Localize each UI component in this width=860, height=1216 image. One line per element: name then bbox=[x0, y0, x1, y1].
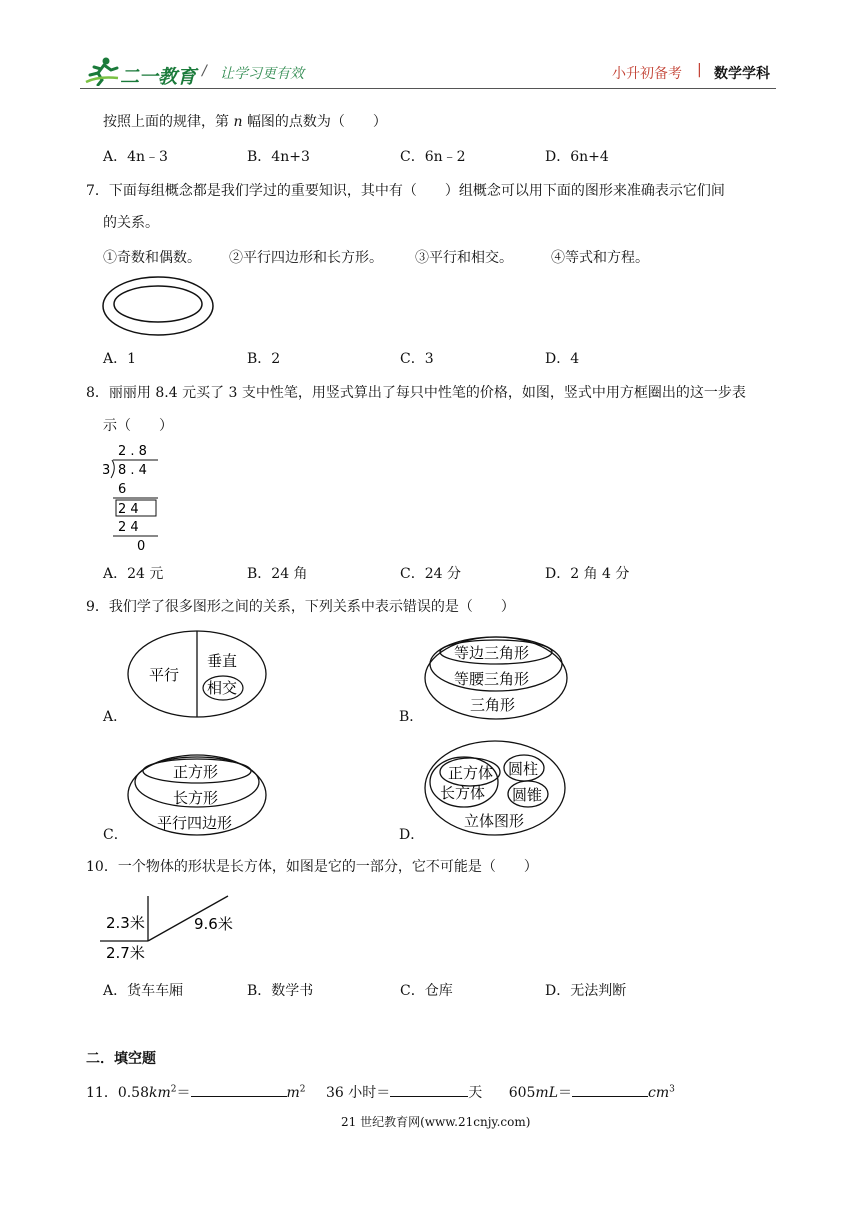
q7-stem-line2: 的关系。 bbox=[103, 215, 159, 231]
q10-option-d[interactable]: D．无法判断 bbox=[545, 983, 627, 999]
logo-runner-icon bbox=[84, 56, 120, 86]
q10-option-c[interactable]: C．仓库 bbox=[400, 983, 453, 999]
q9-c-middle: 长方形 bbox=[173, 789, 219, 807]
header-exam-label: 小升初备考 bbox=[612, 66, 682, 82]
q9-option-b-label[interactable]: B． bbox=[399, 709, 424, 725]
q9-diagram-d bbox=[422, 738, 568, 838]
q7-option-d[interactable]: D．4 bbox=[545, 351, 580, 367]
q8-option-c[interactable]: C．24 分 bbox=[400, 566, 461, 582]
q6-stem-text: 按照上面的规律，第 bbox=[103, 114, 229, 130]
section-title-fill-in: 二．填空题 bbox=[86, 1051, 156, 1067]
q9-d-inner1: 正方体 bbox=[448, 764, 494, 782]
q11-eq3: ＝ bbox=[558, 1085, 572, 1101]
q9-option-a-label[interactable]: A． bbox=[103, 709, 128, 725]
q10-height-label: 2.3米 bbox=[106, 914, 145, 932]
q11-eq1: ＝ bbox=[176, 1085, 191, 1101]
q9-b-middle: 等腰三角形 bbox=[454, 670, 530, 688]
q9-stem: 9．我们学了很多图形之间的关系，下列关系中表示错误的是（ ） bbox=[86, 599, 515, 615]
q6-var: n bbox=[233, 114, 243, 130]
q11-number: 11．0.58 bbox=[86, 1085, 149, 1101]
q8-step1: 6 bbox=[118, 482, 127, 497]
q6-option-c[interactable]: C．6n﹣2 bbox=[400, 149, 466, 165]
q6-stem-end: 幅图的点数为（ ） bbox=[246, 114, 387, 130]
logo-text: 二一教育 bbox=[120, 66, 197, 88]
q7-item-2: ②平行四边形和长方形。 bbox=[229, 250, 383, 266]
q10-option-a[interactable]: A．货车车厢 bbox=[103, 983, 184, 999]
q8-option-a[interactable]: A．24 元 bbox=[103, 566, 164, 582]
q9-d-small2: 圆锥 bbox=[512, 786, 543, 804]
q9-c-inner: 正方形 bbox=[173, 763, 219, 781]
q6-option-d[interactable]: D．6n+4 bbox=[545, 149, 609, 165]
q9-option-c-label[interactable]: C． bbox=[103, 827, 128, 843]
q8-quotient: 2 . 8 bbox=[118, 444, 147, 459]
q7-item-3: ③平行和相交。 bbox=[415, 250, 513, 266]
slogan-slash: / bbox=[202, 63, 207, 79]
q6-stem bbox=[103, 111, 387, 131]
q8-dividend: 8 . 4 bbox=[118, 463, 147, 478]
q8-remainder: 0 bbox=[137, 539, 146, 554]
header-separator: | bbox=[697, 62, 702, 78]
q9-diagram-c bbox=[125, 752, 269, 838]
q9-diagram-a bbox=[125, 628, 269, 720]
q9-d-small1: 圆柱 bbox=[508, 760, 539, 778]
q7-stem-line1: 7．下面每组概念都是我们学过的重要知识，其中有（ ）组概念可以用下面的图形来准确表示它们间 bbox=[86, 183, 725, 199]
q8-option-d[interactable]: D．2 角 4 分 bbox=[545, 566, 630, 582]
q11-sup2: 2 bbox=[299, 1084, 306, 1095]
q7-inner-ellipse bbox=[114, 286, 202, 322]
q7-option-c[interactable]: C．3 bbox=[400, 351, 434, 367]
slogan: 让学习更有效 bbox=[220, 66, 304, 82]
q11-blank-3[interactable] bbox=[572, 1082, 648, 1097]
q11-unit-ml: mL bbox=[535, 1085, 558, 1101]
q11-unit-cm: cm bbox=[648, 1085, 670, 1101]
q11-blank-2[interactable] bbox=[390, 1082, 468, 1097]
header-divider bbox=[80, 88, 776, 89]
q8-step3: 2 4 bbox=[118, 520, 139, 535]
q6-option-a[interactable]: A．4n﹣3 bbox=[103, 149, 168, 165]
q9-a-left: 平行 bbox=[149, 666, 180, 684]
q10-width-label: 2.7米 bbox=[106, 944, 145, 962]
q9-diagram-b bbox=[422, 634, 570, 722]
q10-option-b[interactable]: B．数学书 bbox=[247, 983, 314, 999]
q7-option-a[interactable]: A．1 bbox=[103, 351, 137, 367]
q7-nested-ellipse-diagram bbox=[100, 274, 216, 338]
q11-sup5: 3 bbox=[669, 1084, 675, 1095]
q9-b-inner: 等边三角形 bbox=[454, 644, 530, 662]
q10-length-label: 9.6米 bbox=[194, 915, 233, 933]
q7-option-b[interactable]: B．2 bbox=[247, 351, 281, 367]
q9-a-right-inner: 相交 bbox=[207, 679, 238, 697]
q7-item-4: ④等式和方程。 bbox=[551, 250, 649, 266]
q7-item-1: ①奇数和偶数。 bbox=[103, 250, 201, 266]
q8-stem-line2: 示（ ） bbox=[103, 418, 173, 434]
q9-d-middle1: 长方体 bbox=[440, 784, 486, 802]
q11-unit-km: km bbox=[149, 1085, 171, 1101]
q9-d-outer: 立体图形 bbox=[464, 812, 525, 830]
q11-blank-1[interactable] bbox=[191, 1082, 287, 1097]
q10-stem: 10．一个物体的形状是长方体，如图是它的一部分，它不可能是（ ） bbox=[86, 859, 538, 875]
q9-option-d-label[interactable]: D． bbox=[399, 827, 425, 843]
q9-b-outer: 三角形 bbox=[470, 696, 516, 714]
q11-volume: 605 bbox=[508, 1085, 536, 1101]
q11-hours: 36 小时＝ bbox=[325, 1085, 391, 1101]
q9-a-right-top: 垂直 bbox=[207, 652, 238, 670]
q6-option-b[interactable]: B．4n+3 bbox=[247, 149, 310, 165]
q11-unit-day: 天 bbox=[468, 1085, 483, 1101]
q11-line bbox=[86, 1082, 675, 1102]
q9-c-outer: 平行四边形 bbox=[157, 814, 233, 832]
q10-cuboid-corner-diagram bbox=[100, 886, 250, 962]
q11-sup1: 2 bbox=[170, 1084, 177, 1095]
q8-option-b[interactable]: B．24 角 bbox=[247, 566, 308, 582]
q8-step2: 2 4 bbox=[118, 502, 139, 517]
header-subject-label: 数学学科 bbox=[714, 66, 770, 82]
q8-long-division bbox=[100, 440, 166, 555]
q8-divisor: 3 bbox=[102, 463, 111, 478]
footer-text: 21 世纪教育网(www.21cnjy.com) bbox=[341, 1115, 531, 1129]
q11-unit-m: m bbox=[286, 1085, 300, 1101]
q8-stem-line1: 8．丽丽用 8.4 元买了 3 支中性笔，用竖式算出了每只中性笔的价格，如图，竖式中用方框圈出的这一步表 bbox=[86, 385, 746, 401]
